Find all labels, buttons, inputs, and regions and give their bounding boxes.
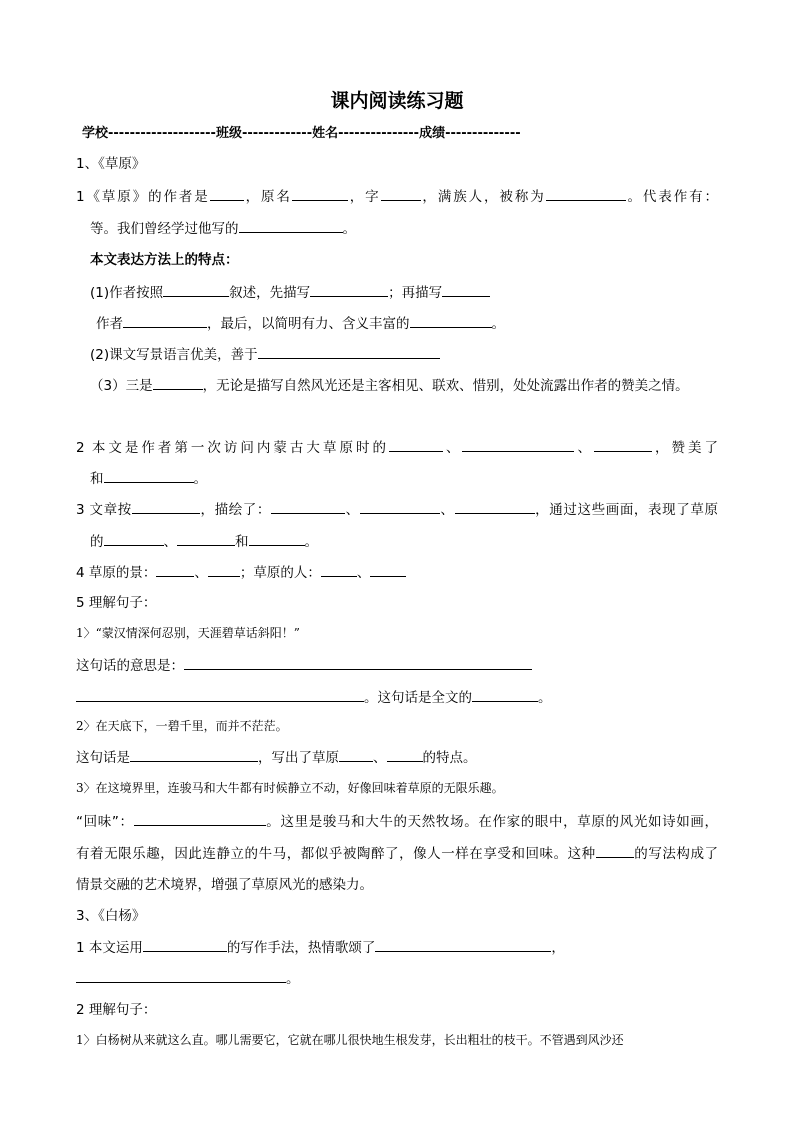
method-item-3 bbox=[90, 375, 689, 396]
baiyang-question-1 bbox=[76, 937, 565, 958]
text: (2)课文写景语言优美，善于 bbox=[90, 347, 258, 363]
section-heading-caoyuan: 1、《草原》 bbox=[76, 156, 146, 172]
quote-3-explain-2 bbox=[76, 843, 718, 864]
text: ，满族人，被称为 bbox=[420, 189, 546, 205]
text: ，赞美了 bbox=[652, 440, 719, 456]
text: ，原名 bbox=[243, 189, 292, 205]
text: 1 本文运用 bbox=[76, 940, 143, 956]
quote-3-explain-1 bbox=[76, 811, 718, 832]
score-label: 成绩 bbox=[419, 126, 446, 141]
text: 、 bbox=[194, 565, 208, 581]
blank-author[interactable] bbox=[210, 186, 244, 201]
blank[interactable] bbox=[130, 747, 258, 762]
text: （3）三是 bbox=[90, 378, 153, 394]
method-item-2 bbox=[90, 344, 440, 365]
text: 的写法构成了 bbox=[633, 846, 719, 862]
question-4 bbox=[76, 562, 406, 583]
text: 1《草原》的作者是 bbox=[76, 189, 210, 205]
page-title: 课内阅读练习题 bbox=[330, 90, 464, 112]
question-5: 5 理解句子： bbox=[76, 595, 157, 611]
text: ，最后，以简明有力、含义丰富的 bbox=[207, 316, 410, 332]
text: 、 bbox=[439, 502, 455, 518]
question-3 bbox=[76, 499, 718, 520]
blank[interactable] bbox=[360, 499, 440, 514]
blank[interactable] bbox=[596, 843, 634, 858]
class-dashes: ------------- bbox=[241, 126, 313, 141]
blank[interactable] bbox=[339, 747, 373, 762]
blank[interactable] bbox=[472, 687, 538, 702]
baiyang-quote-1: 1〉白杨树从来就这么直。哪儿需要它，它就在哪儿很快地生根发芽，长出粗壮的枝干。不管遇到风沙还 bbox=[76, 1033, 624, 1047]
text: 、 bbox=[163, 534, 177, 550]
blank[interactable] bbox=[104, 468, 194, 483]
text: ，写出了草原 bbox=[258, 750, 339, 766]
blank-works[interactable] bbox=[239, 218, 343, 233]
blank[interactable] bbox=[249, 531, 305, 546]
blank[interactable] bbox=[132, 499, 200, 514]
blank[interactable] bbox=[208, 562, 240, 577]
text: 的特点。 bbox=[422, 750, 477, 766]
blank-then[interactable] bbox=[442, 282, 490, 297]
text: 。 bbox=[491, 316, 505, 332]
text: 叙述，先描写 bbox=[229, 285, 311, 301]
question-3-cont bbox=[90, 531, 318, 552]
text: 的 bbox=[90, 534, 104, 550]
blank-title[interactable] bbox=[546, 186, 626, 201]
blank-original-name[interactable] bbox=[292, 186, 348, 201]
text: 这句话的意思是： bbox=[76, 658, 184, 674]
name-dashes: --------------- bbox=[338, 126, 420, 141]
blank[interactable] bbox=[370, 562, 406, 577]
text: 的写作手法，热情歌颂了 bbox=[226, 940, 376, 956]
blank[interactable] bbox=[375, 937, 551, 952]
text: ；再描写 bbox=[388, 285, 443, 301]
blank-courtesy-name[interactable] bbox=[381, 186, 421, 201]
blank[interactable] bbox=[455, 499, 535, 514]
method-heading: 本文表达方法上的特点： bbox=[90, 252, 239, 268]
question-works bbox=[90, 218, 356, 239]
quote-3: 3〉在这境界里，连骏马和大牛都有时候静立不动，好像回味着草原的无限乐趣。 bbox=[76, 781, 504, 795]
blank[interactable] bbox=[389, 437, 443, 452]
baiyang-question-2: 2 理解句子： bbox=[76, 1002, 157, 1018]
quote-2: 2〉在天底下，一碧千里，而并不茫茫。 bbox=[76, 719, 288, 733]
blank[interactable] bbox=[184, 655, 532, 670]
blank[interactable] bbox=[76, 968, 286, 983]
text: 、 bbox=[442, 440, 463, 456]
blank-third[interactable] bbox=[153, 375, 203, 390]
method-item-1 bbox=[90, 282, 490, 303]
quote-3-explain-3: 情景交融的艺术境界，增强了草原风光的感染力。 bbox=[76, 877, 373, 893]
blank-author-feeling[interactable] bbox=[123, 313, 207, 328]
text: 。这里是骏马和大牛的天然牧场。在作家的眼中，草原的风光如诗如画， bbox=[265, 814, 718, 830]
blank-order[interactable] bbox=[163, 282, 229, 297]
text: 。代表作有： bbox=[625, 189, 719, 205]
blank[interactable] bbox=[104, 531, 164, 546]
quote-1-meaning-cont bbox=[76, 687, 552, 708]
text: ，字 bbox=[347, 189, 381, 205]
blank[interactable] bbox=[143, 937, 227, 952]
text: 。 bbox=[286, 971, 300, 987]
text: 、 bbox=[345, 502, 360, 518]
text: 、 bbox=[373, 750, 387, 766]
section-heading-baiyang: 3、《白杨》 bbox=[76, 908, 146, 924]
school-dashes: -------------------- bbox=[108, 126, 216, 141]
text: 、 bbox=[574, 440, 594, 456]
text: 有着无限乐趣，因此连静立的牛马，都似乎被陶醉了，像人一样在享受和回味。这种 bbox=[76, 846, 596, 862]
text: ，通过这些画面，表现了草原 bbox=[534, 502, 719, 518]
blank[interactable] bbox=[594, 437, 652, 452]
question-author bbox=[76, 186, 718, 207]
name-label: 姓名 bbox=[312, 126, 339, 141]
text: “回味”： bbox=[76, 814, 134, 830]
question-2 bbox=[76, 437, 718, 458]
blank-final[interactable] bbox=[410, 313, 492, 328]
text: 3 文章按 bbox=[76, 502, 132, 518]
text: 2 本文是作者第一次访问内蒙古大草原时的 bbox=[76, 440, 389, 456]
text: 。 bbox=[538, 690, 552, 706]
blank[interactable] bbox=[271, 499, 345, 514]
text: 、 bbox=[356, 565, 371, 581]
blank[interactable] bbox=[177, 531, 235, 546]
text: ；草原的人： bbox=[239, 565, 321, 581]
text: 和 bbox=[235, 534, 249, 550]
blank[interactable] bbox=[156, 562, 194, 577]
text: 。 bbox=[304, 534, 318, 550]
blank[interactable] bbox=[387, 747, 423, 762]
baiyang-question-1-cont bbox=[76, 968, 300, 989]
text: 。 bbox=[342, 221, 356, 237]
blank[interactable] bbox=[321, 562, 357, 577]
blank[interactable] bbox=[76, 687, 364, 702]
blank[interactable] bbox=[134, 811, 266, 826]
text: 这句话是 bbox=[76, 750, 130, 766]
text: ， bbox=[551, 940, 565, 956]
text: 。这句话是全文的 bbox=[364, 690, 472, 706]
quote-2-question bbox=[76, 747, 477, 768]
blank[interactable] bbox=[462, 437, 574, 452]
text: 。 bbox=[193, 471, 207, 487]
method-item-1-cont bbox=[96, 313, 505, 334]
score-dashes: -------------- bbox=[445, 126, 521, 141]
text: 4 草原的景： bbox=[76, 565, 157, 581]
text: ，无论是描写自然风光还是主客相见、联欢、惜别，处处流露出作者的赞美之情。 bbox=[202, 378, 689, 394]
class-label: 班级 bbox=[215, 126, 242, 141]
text: ，描绘了： bbox=[199, 502, 272, 518]
quote-1: 1〉“蒙汉情深何忍别，天涯碧草话斜阳！” bbox=[76, 626, 300, 640]
text: (1)作者按照 bbox=[90, 285, 164, 301]
blank-first[interactable] bbox=[310, 282, 388, 297]
blank-good-at[interactable] bbox=[258, 344, 440, 359]
question-2-cont bbox=[90, 468, 207, 489]
text: 和 bbox=[90, 471, 104, 487]
text: 等。我们曾经学过他写的 bbox=[90, 221, 239, 237]
quote-1-meaning bbox=[76, 655, 532, 676]
school-label: 学校 bbox=[82, 126, 109, 141]
student-info-line bbox=[82, 122, 521, 141]
text: 作者 bbox=[96, 316, 123, 332]
